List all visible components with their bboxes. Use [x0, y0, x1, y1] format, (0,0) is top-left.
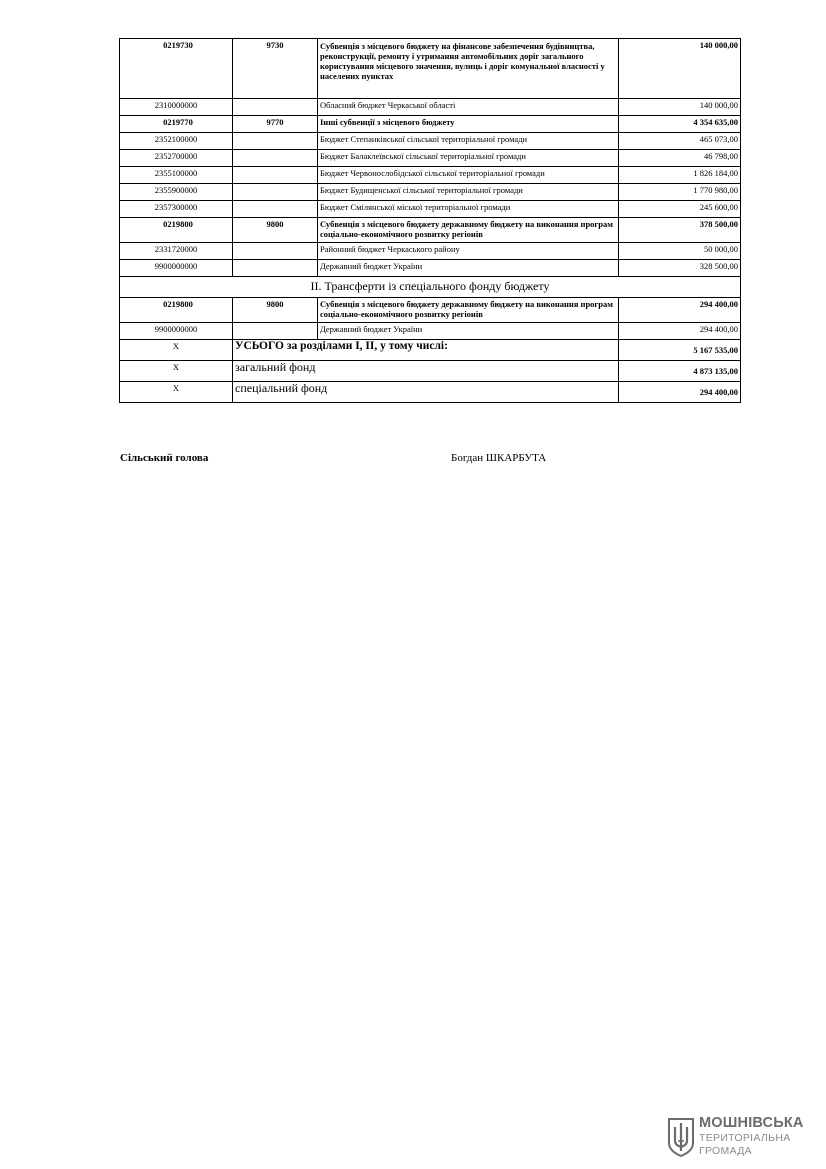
function-code [233, 99, 318, 116]
transfer-amount: 50 000,00 [619, 243, 741, 260]
table-row [120, 260, 741, 277]
budget-code: 9900000000 [120, 323, 233, 340]
section-heading-row [120, 277, 741, 298]
budget-code: 2357300000 [120, 201, 233, 218]
transfer-amount: 140 000,00 [619, 39, 741, 99]
transfer-amount: 465 073,00 [619, 133, 741, 150]
total-amount: 5 167 535,00 [619, 340, 741, 361]
transfer-amount: 294 400,00 [619, 323, 741, 340]
function-code: 9800 [233, 218, 318, 243]
function-code: 9770 [233, 116, 318, 133]
signatory-name: Богдан ШКАРБУТА [451, 452, 547, 464]
community-logo [667, 1115, 817, 1161]
program-code: 0219730 [120, 39, 233, 99]
transfer-name: Субвенція з місцевого бюджету державному бюджету на виконання програм соціально-економічного розвитку регіонів [318, 298, 619, 323]
budget-code: 9900000000 [120, 260, 233, 277]
program-code: 0219800 [120, 298, 233, 323]
transfer-amount: 294 400,00 [619, 298, 741, 323]
transfer-name: Субвенція з місцевого бюджету державному бюджету на виконання програм соціально-економічного розвитку регіонів [318, 218, 619, 243]
program-code: 0219800 [120, 218, 233, 243]
table-row [120, 116, 741, 133]
function-code: 9800 [233, 298, 318, 323]
function-code [233, 184, 318, 201]
recipient-name: Бюджет Червонослобідської сільської територіальної громади [318, 167, 619, 184]
transfer-amount: 378 500,00 [619, 218, 741, 243]
table-row [120, 243, 741, 260]
function-code [233, 260, 318, 277]
table-row [120, 323, 741, 340]
recipient-name: Бюджет Смілянської міської територіальної громади [318, 201, 619, 218]
total-row [120, 382, 741, 403]
transfer-amount: 245 600,00 [619, 201, 741, 218]
logo-line-3: ГРОМАДА [699, 1145, 752, 1157]
table-row [120, 218, 741, 243]
total-mark: X [120, 382, 233, 403]
table-row [120, 39, 741, 99]
transfer-name: Інші субвенції з місцевого бюджету [318, 116, 619, 133]
table-row [120, 99, 741, 116]
recipient-name: Бюджет Будищенської сільської територіальної громади [318, 184, 619, 201]
total-row [120, 361, 741, 382]
function-code: 9730 [233, 39, 318, 99]
function-code [233, 133, 318, 150]
transfer-amount: 140 000,00 [619, 99, 741, 116]
transfer-name: Субвенція з місцевого бюджету на фінансове забезпечення будівництва, реконструкції, ремонту і утримання автомобільних доріг загального користування місцевого значення, вулиць і доріг комунальної власності у населених пунктах [318, 39, 619, 99]
budget-code: 2352700000 [120, 150, 233, 167]
transfer-amount: 4 354 635,00 [619, 116, 741, 133]
function-code [233, 323, 318, 340]
trident-emblem-icon [667, 1117, 695, 1157]
function-code [233, 150, 318, 167]
recipient-name: Обласний бюджет Черкаської області [318, 99, 619, 116]
transfer-amount: 46 798,00 [619, 150, 741, 167]
budget-code: 2355900000 [120, 184, 233, 201]
general-fund-amount: 4 873 135,00 [619, 361, 741, 382]
program-code: 0219770 [120, 116, 233, 133]
function-code [233, 201, 318, 218]
recipient-name: Районний бюджет Черкаського району [318, 243, 619, 260]
table-row [120, 184, 741, 201]
recipient-name: Державний бюджет України [318, 260, 619, 277]
table-row [120, 150, 741, 167]
special-fund-label: спеціальний фонд [233, 382, 619, 403]
table-row [120, 167, 741, 184]
budget-code: 2355100000 [120, 167, 233, 184]
total-row [120, 340, 741, 361]
table-row [120, 133, 741, 150]
table-row [120, 201, 741, 218]
logo-line-1: МОШНІВСЬКА [699, 1115, 804, 1131]
logo-line-2: ТЕРИТОРІАЛЬНА [699, 1132, 791, 1144]
recipient-name: Бюджет Балаклеївської сільської територіальної громади [318, 150, 619, 167]
transfer-amount: 328 500,00 [619, 260, 741, 277]
budget-code: 2331720000 [120, 243, 233, 260]
total-label: УСЬОГО за розділами I, II, у тому числі: [233, 340, 619, 361]
section-title: II. Трансферти із спеціального фонду бюджету [120, 277, 741, 298]
total-mark: X [120, 340, 233, 361]
function-code [233, 243, 318, 260]
transfer-amount: 1 826 184,00 [619, 167, 741, 184]
signatory-title: Сільський голова [120, 452, 209, 464]
total-mark: X [120, 361, 233, 382]
function-code [233, 167, 318, 184]
recipient-name: Бюджет Степанківської сільської територіальної громади [318, 133, 619, 150]
transfer-amount: 1 770 980,00 [619, 184, 741, 201]
general-fund-label: загальний фонд [233, 361, 619, 382]
budget-code: 2352100000 [120, 133, 233, 150]
table-row [120, 298, 741, 323]
transfers-table [119, 38, 741, 403]
recipient-name: Державний бюджет України [318, 323, 619, 340]
budget-code: 2310000000 [120, 99, 233, 116]
special-fund-amount: 294 400,00 [619, 382, 741, 403]
